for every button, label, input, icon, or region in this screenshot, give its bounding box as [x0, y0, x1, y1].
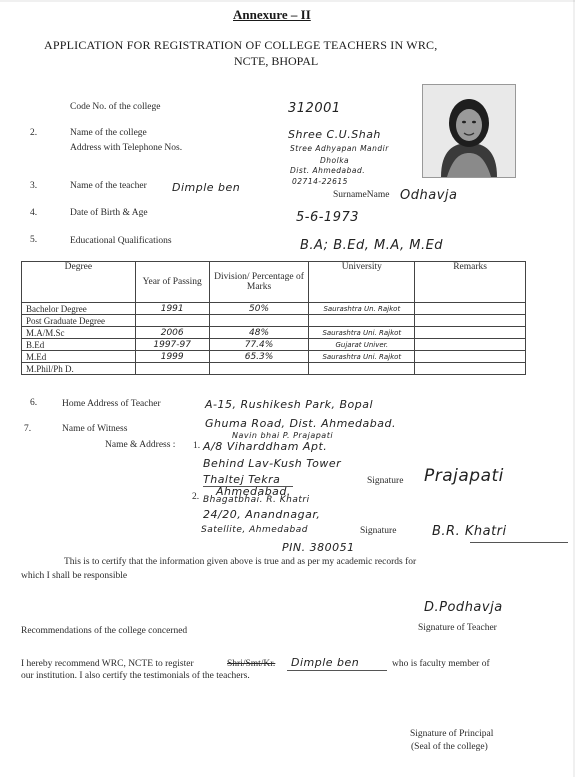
witness-1-address-2: Behind Lav-Kush Tower: [203, 457, 342, 470]
table-row: [22, 303, 526, 315]
witness-2-address-4: PIN. 380051: [282, 541, 355, 554]
home-address-label: Home Address of Teacher: [62, 399, 161, 409]
teacher-label: Name of the teacher: [70, 181, 147, 191]
cell-year: 1991: [135, 303, 209, 315]
cell-remarks: [415, 339, 526, 351]
education-label: Educational Qualifications: [70, 236, 172, 246]
cell-degree: M.Ed: [22, 351, 136, 363]
item-6-number: 6.: [30, 398, 38, 408]
witness-1-signature: Prajapati: [424, 466, 504, 486]
cell-university: Gujarat Univer.: [309, 339, 415, 351]
college-label: Name of the college: [70, 128, 147, 138]
surname-label: SurnameName: [333, 190, 390, 200]
table-row: [22, 363, 526, 375]
header-remarks: Remarks: [415, 262, 526, 303]
annexure-heading: Annexure – II: [233, 7, 311, 22]
home-address-line-2: Ghuma Road, Dist. Ahmedabad.: [205, 417, 396, 430]
cell-remarks: [415, 351, 526, 363]
code-value: 312001: [288, 101, 341, 116]
witness-1-address-4: Ahmedabad.: [216, 485, 291, 498]
teacher-photo: [422, 84, 516, 178]
home-address-line-1: A-15, Rushikesh Park, Bopal: [205, 398, 374, 411]
witness-label: Name of Witness: [62, 424, 128, 434]
header-degree: Degree: [22, 262, 136, 303]
cell-percentage: 48%: [209, 327, 309, 339]
college-name: Shree C.U.Shah: [288, 128, 381, 141]
cell-percentage: [209, 363, 309, 375]
item-3-number: 3.: [30, 181, 38, 191]
cell-year: 2006: [135, 327, 209, 339]
dob-value: 5-6-1973: [296, 210, 360, 225]
cell-year: 1997-97: [135, 339, 209, 351]
item-2-number: 2.: [30, 128, 38, 138]
code-label: Code No. of the college: [70, 102, 161, 112]
witness-2-address-1: Bhagatbhai. R. Khatri: [203, 495, 310, 505]
recommend-name: Dimple ben: [291, 656, 360, 669]
teacher-signature-label: Signature of Teacher: [418, 623, 497, 633]
principal-signature-label: Signature of Principal: [410, 729, 494, 739]
table-row: [22, 339, 526, 351]
recommendation-label: Recommendations of the college concerned: [21, 626, 188, 636]
witness-1-address-1: A/8 Viharddham Apt.: [203, 440, 328, 453]
teacher-name: Dimple ben: [172, 181, 241, 194]
cell-remarks: [415, 303, 526, 315]
witness-1-signature-label: Signature: [367, 476, 404, 486]
college-address-4: 02714-22615: [292, 177, 348, 186]
title-line-1: APPLICATION FOR REGISTRATION OF COLLEGE TEACHERS IN WRC,: [44, 38, 438, 52]
cell-year: [135, 315, 209, 327]
cell-remarks: [415, 327, 526, 339]
witness-2-address-3: Satellite, Ahmedabad: [201, 525, 308, 535]
item-7-number: 7.: [24, 424, 32, 434]
witness-1-address-3: Thaltej Tekra: [203, 473, 281, 486]
recommend-line-1b: who is faculty member of: [392, 659, 490, 669]
dob-label: Date of Birth & Age: [70, 208, 148, 218]
cell-university: Saurashtra Un. Rajkot: [309, 303, 415, 315]
college-address-3: Dist. Ahmedabad.: [290, 166, 366, 175]
college-address-2: Dholka: [320, 156, 350, 165]
surname-value: Odhavja: [400, 188, 458, 203]
recommend-line-1a: I hereby recommend WRC, NCTE to register: [21, 659, 194, 669]
cell-remarks: [415, 315, 526, 327]
education-value: B.A; B.Ed, M.A, M.Ed: [300, 238, 444, 253]
recommend-title: Shri/Smt/Kr.: [227, 659, 276, 669]
cell-degree: M.A/M.Sc: [22, 327, 136, 339]
witness-1-name: Navin bhai P. Prajapati: [232, 431, 334, 440]
name-address-label: Name & Address :: [105, 440, 176, 450]
cell-percentage: 65.3%: [209, 351, 309, 363]
recommend-line-2: our institution. I also certify the testimonials of the teachers.: [21, 671, 250, 681]
cell-remarks: [415, 363, 526, 375]
witness-2-number: 2.: [192, 492, 200, 502]
certify-line-1: This is to certify that the information given above is true and as per my academic records for: [64, 557, 417, 567]
address-label: Address with Telephone Nos.: [70, 143, 183, 153]
qualifications-table: [21, 261, 526, 375]
cell-percentage: [209, 315, 309, 327]
cell-year: [135, 363, 209, 375]
cell-degree: M.Phil/Ph D.: [22, 363, 136, 375]
title-line-2: NCTE, BHOPAL: [234, 54, 319, 68]
item-4-number: 4.: [30, 208, 38, 218]
cell-percentage: 77.4%: [209, 339, 309, 351]
college-address-1: Stree Adhyapan Mandir: [290, 144, 389, 153]
cell-year: 1999: [135, 351, 209, 363]
item-5-number: 5.: [30, 235, 38, 245]
witness-2-address-2: 24/20, Anandnagar,: [203, 508, 321, 521]
table-row: [22, 351, 526, 363]
header-division: Division/ Percentage of Marks: [209, 262, 309, 303]
cell-university: [309, 315, 415, 327]
table-row: [22, 315, 526, 327]
header-year: Year of Passing: [135, 262, 209, 303]
cell-university: Saurashtra Uni. Rajkot: [309, 351, 415, 363]
college-seal-label: (Seal of the college): [411, 742, 488, 752]
witness-1-number: 1.: [193, 441, 201, 451]
certify-line-2: which I shall be responsible: [21, 571, 128, 581]
cell-degree: Bachelor Degree: [22, 303, 136, 315]
cell-percentage: 50%: [209, 303, 309, 315]
cell-university: Saurashtra Uni. Rajkot: [309, 327, 415, 339]
witness-2-signature-label: Signature: [360, 526, 397, 536]
cell-university: [309, 363, 415, 375]
table-header-row: [22, 262, 526, 303]
header-university: University: [309, 262, 415, 303]
witness-2-signature: B.R. Khatri: [432, 524, 507, 539]
teacher-signature: D.Podhavja: [424, 600, 503, 615]
table-row: [22, 327, 526, 339]
cell-degree: B.Ed: [22, 339, 136, 351]
cell-degree: Post Graduate Degree: [22, 315, 136, 327]
